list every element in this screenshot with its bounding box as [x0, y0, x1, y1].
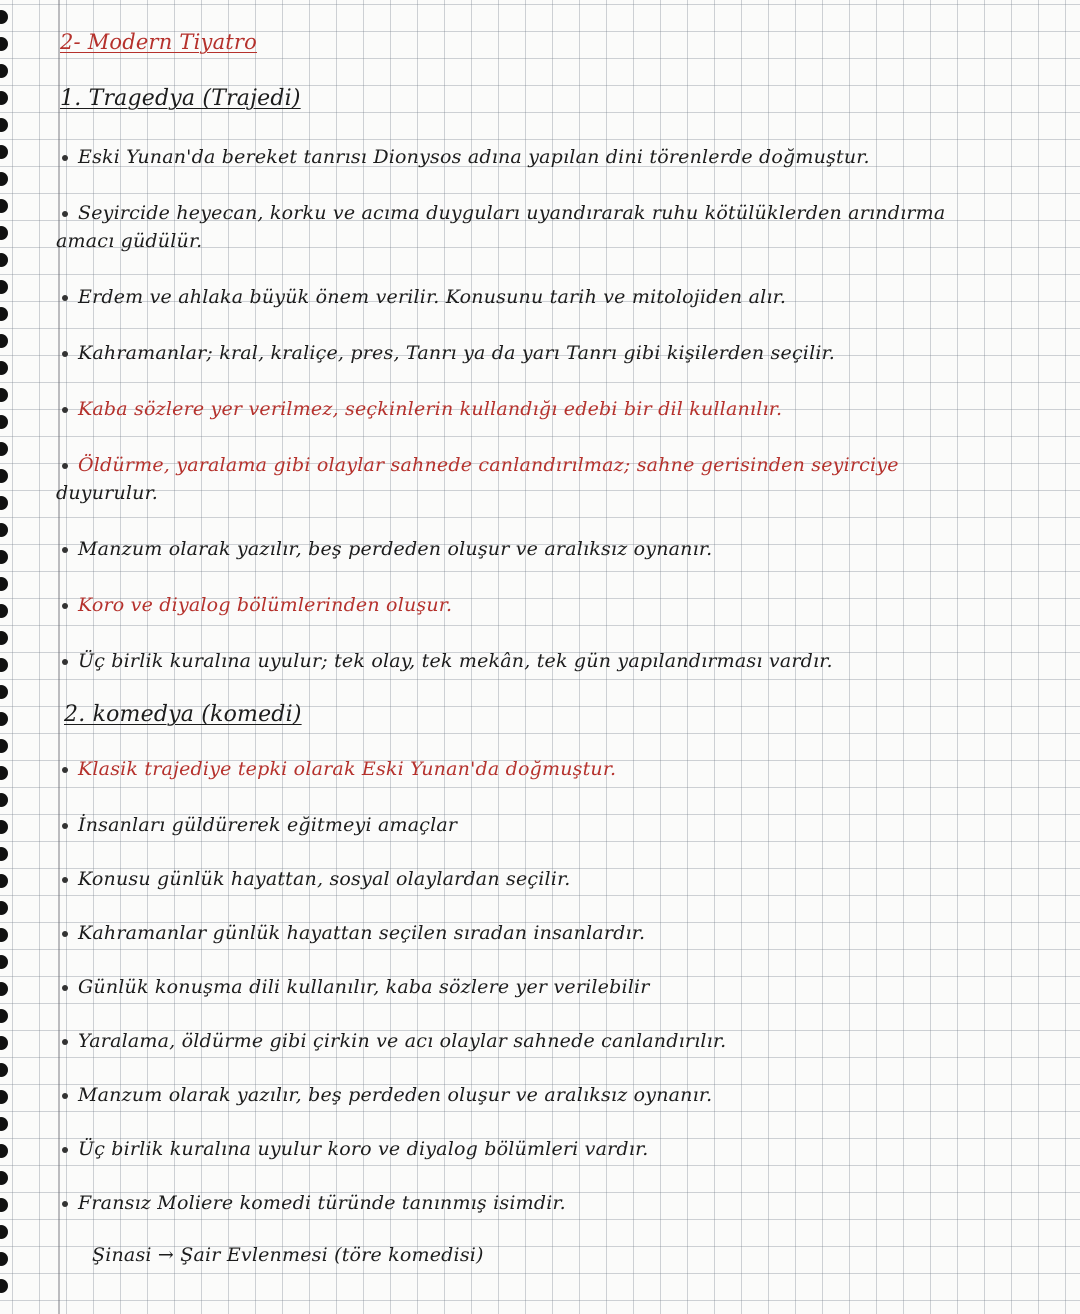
spiral-hole: [0, 334, 8, 348]
spiral-hole: [0, 496, 8, 510]
spiral-hole: [0, 118, 8, 132]
tragedy-item: Öldürme, yaralama gibi olaylar sahnede canlandırılmaz; sahne gerisinden seyirciye: [62, 454, 1050, 476]
spiral-hole: [0, 793, 8, 807]
comedy-item: Kahramanlar günlük hayattan seçilen sıradan insanlardır.: [62, 922, 1050, 944]
spiral-hole: [0, 712, 8, 726]
spiral-hole: [0, 982, 8, 996]
tragedy-item-continuation: duyurulur.: [56, 482, 159, 504]
spiral-hole: [0, 307, 8, 321]
comedy-item: Fransız Moliere komedi türünde tanınmış isimdir.: [62, 1192, 1050, 1214]
spiral-hole: [0, 901, 8, 915]
comedy-item: Yaralama, öldürme gibi çirkin ve acı olaylar sahnede canlandırılır.: [62, 1030, 1050, 1052]
tragedy-item: Seyircide heyecan, korku ve acıma duyguları uyandırarak ruhu kötülüklerden arındırma: [62, 202, 1050, 224]
spiral-hole: [0, 226, 8, 240]
spiral-hole: [0, 1090, 8, 1104]
spiral-hole: [0, 604, 8, 618]
margin-line: [58, 0, 60, 1314]
spiral-hole: [0, 64, 8, 78]
spiral-hole: [0, 955, 8, 969]
spiral-hole: [0, 1036, 8, 1050]
spiral-hole: [0, 1171, 8, 1185]
page-title: 2- Modern Tiyatro: [60, 30, 258, 54]
tragedy-item-continuation: amacı güdülür.: [56, 230, 203, 252]
spiral-hole: [0, 739, 8, 753]
section-heading-tragedy: 1. Tragedya (Trajedi): [60, 86, 301, 111]
spiral-hole: [0, 1198, 8, 1212]
tragedy-item: Üç birlik kuralına uyulur; tek olay, tek mekân, tek gün yapılandırması vardır.: [62, 650, 1050, 672]
spiral-hole: [0, 415, 8, 429]
spiral-hole: [0, 820, 8, 834]
spiral-hole: [0, 1144, 8, 1158]
spiral-hole: [0, 685, 8, 699]
comedy-note: Şinasi → Şair Evlenmesi (töre komedisi): [92, 1244, 484, 1266]
spiral-hole: [0, 1279, 8, 1293]
spiral-hole: [0, 577, 8, 591]
spiral-hole: [0, 91, 8, 105]
spiral-hole: [0, 928, 8, 942]
spiral-hole: [0, 847, 8, 861]
tragedy-item: Kaba sözlere yer verilmez, seçkinlerin kullandığı edebi bir dil kullanılır.: [62, 398, 1050, 420]
spiral-hole: [0, 469, 8, 483]
spiral-hole: [0, 1009, 8, 1023]
spiral-hole: [0, 361, 8, 375]
spiral-hole: [0, 10, 8, 24]
spiral-hole: [0, 1252, 8, 1266]
comedy-item: Günlük konuşma dili kullanılır, kaba sözlere yer verilebilir: [62, 976, 1050, 998]
tragedy-item: Eski Yunan'da bereket tanrısı Dionysos adına yapılan dini törenlerde doğmuştur.: [62, 146, 1050, 168]
spiral-hole: [0, 1063, 8, 1077]
comedy-item: Manzum olarak yazılır, beş perdeden oluşur ve aralıksız oynanır.: [62, 1084, 1050, 1106]
spiral-hole: [0, 523, 8, 537]
spiral-hole: [0, 766, 8, 780]
spiral-hole: [0, 37, 8, 51]
spiral-hole: [0, 388, 8, 402]
spiral-holes: [0, 0, 14, 1314]
spiral-hole: [0, 199, 8, 213]
tragedy-item: Koro ve diyalog bölümlerinden oluşur.: [62, 594, 1050, 616]
spiral-hole: [0, 253, 8, 267]
comedy-item: İnsanları güldürerek eğitmeyi amaçlar: [62, 814, 1050, 836]
spiral-hole: [0, 1225, 8, 1239]
spiral-hole: [0, 658, 8, 672]
tragedy-item: Erdem ve ahlaka büyük önem verilir. Konusunu tarih ve mitolojiden alır.: [62, 286, 1050, 308]
comedy-item: Üç birlik kuralına uyulur koro ve diyalog bölümleri vardır.: [62, 1138, 1050, 1160]
comedy-item: Klasik trajediye tepki olarak Eski Yunan'da doğmuştur.: [62, 758, 1050, 780]
spiral-hole: [0, 631, 8, 645]
spiral-hole: [0, 145, 8, 159]
spiral-hole: [0, 874, 8, 888]
spiral-hole: [0, 280, 8, 294]
spiral-hole: [0, 172, 8, 186]
tragedy-item: Kahramanlar; kral, kraliçe, pres, Tanrı ya da yarı Tanrı gibi kişilerden seçilir.: [62, 342, 1050, 364]
section-heading-comedy: 2. komedya (komedi): [64, 702, 302, 727]
tragedy-item: Manzum olarak yazılır, beş perdeden oluşur ve aralıksız oynanır.: [62, 538, 1050, 560]
spiral-hole: [0, 1117, 8, 1131]
spiral-hole: [0, 442, 8, 456]
comedy-item: Konusu günlük hayattan, sosyal olaylardan seçilir.: [62, 868, 1050, 890]
spiral-hole: [0, 550, 8, 564]
